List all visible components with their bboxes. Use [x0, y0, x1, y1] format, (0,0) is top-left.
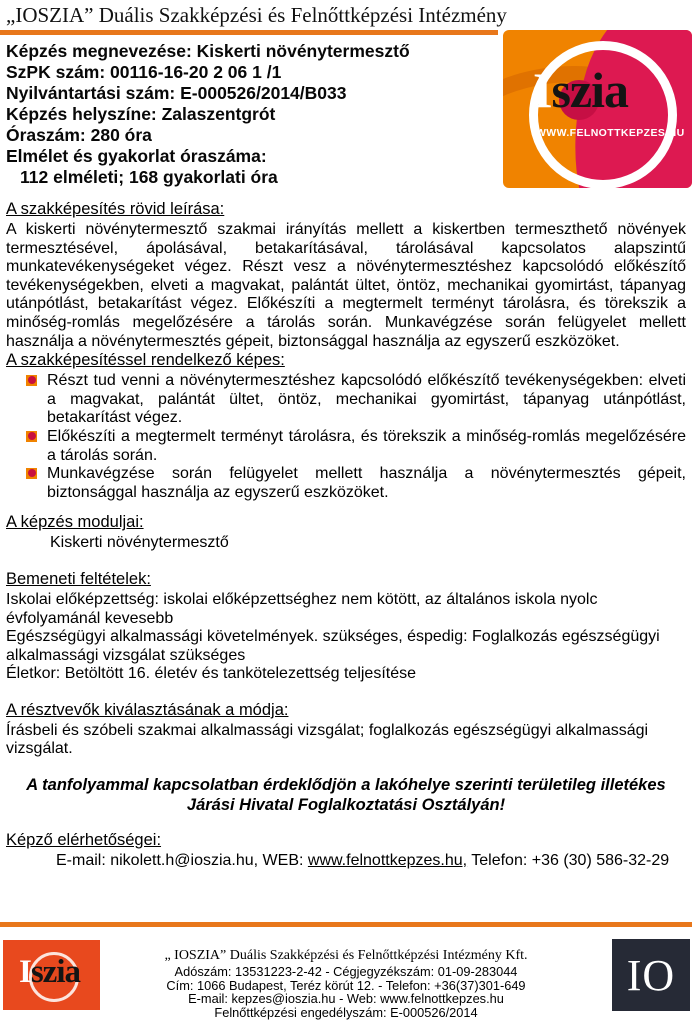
list-item: [26, 465, 686, 502]
section-heading-contact: Képző elérhetőségei:: [6, 831, 162, 850]
section-heading-short-description: A szakképesítés rövid leírása:: [6, 200, 225, 218]
org-title: „IOSZIA” Duális Szakképzési és Felnőttképzési Intézmény: [6, 3, 507, 27]
entry-requirement-age: Életkor: Betöltött 16. életév és tankötelezettség teljesítése: [6, 665, 417, 683]
course-details: [6, 41, 498, 188]
list-item: [26, 372, 686, 428]
section-heading-entry-requirements: Bemeneti feltételek:: [6, 569, 151, 588]
logo-letter-i: I: [533, 62, 552, 118]
logo-wordmark: [533, 60, 628, 120]
contact-email-text: E-mail: nikolett.h@ioszia.hu, WEB:: [56, 852, 308, 870]
logo-bullet-icon: [26, 375, 37, 386]
registration-number-line: Nyilvántartási szám: E-000526/2014/B033: [6, 83, 347, 103]
web-link[interactable]: www.felnottkepzes.hu,: [307, 852, 468, 870]
logo-letters-szia: szia: [551, 62, 629, 118]
location-line: Képzés helyszíne: Zalaszentgrót: [6, 104, 276, 124]
contact-line: [6, 852, 686, 871]
job-office-notice: A tanfolyammal kapcsolatban érdeklődjön a lakóhelye szerinti területileg illetékes Járási Hivatal Foglalkoztatási Osztályán!: [26, 776, 666, 814]
competence-list: [6, 372, 686, 502]
footer-tax-line: Adószám: 13531223-2-42 - Cégjegyzékszám: 01-09-283044: [174, 964, 518, 979]
theory-practice-label-line: Elmélet és gyakorlat óraszáma:: [6, 146, 267, 166]
short-description-paragraph: A kiskerti növénytermesztő szakmai irányítás mellett a kiskertben termeszthető növények termesztésével, ápolásával, betakarításával, tárolásával kapcsolatos alapszintű munkatevékenységeket végez. Részt vesz a növénytermesztéshez kapcsolódó előkészítő tevékenységekben, elveti a magvakat, palántát ültet, öntöz, mechanikai gyomirtást, tápanyag utánpótlást, betakarítást végez. Előkészíti a megtermelt terményt tárolásra, és törekszik a minőség-romlás megelőzésére a tárolás során. Munkavégzése során felügyelet mellett használja a növénytermesztés gépeit, biztonsággal használja az egyszerű eszközöket.: [6, 221, 686, 350]
list-item-text: Részt tud venni a növénytermesztéshez kapcsolódó előkészítő tevékenységekben: elveti a magvakat, palántát ültet, öntöz, mechanikai gyomirtást, tápanyag utánpótlást, betakarítást végez.: [47, 372, 686, 427]
list-item: [26, 428, 686, 465]
selection-method-text: Írásbeli és szóbeli szakmai alkalmassági vizsgálat; foglalkozás egészségügyi alkalmassági vizsgálat.: [6, 721, 649, 758]
footer-company-name: „ IOSZIA” Duális Szakképzési és Felnőttképzési Intézmény Kft.: [164, 948, 528, 963]
footer-logo-letters-szia: szia: [30, 954, 81, 990]
contact-phone-text: Telefon: +36 (30) 586-32-29: [467, 852, 670, 870]
footer-io-logo: IO: [612, 939, 690, 1011]
section-heading-selection-method: A résztvevők kiválasztásának a módja:: [6, 700, 289, 719]
logo-bullet-icon: [26, 431, 37, 442]
footer-address-line: Cím: 1066 Budapest, Teréz körút 12. - Telefon: +36(37)301-649: [166, 977, 526, 993]
module-name: Kiskerti növénytermesztő: [50, 534, 229, 552]
header-rule: [0, 30, 498, 35]
logo-url-text: WWW.FELNOTTKEPZES.HU: [536, 127, 685, 139]
section-heading-modules: A képzés moduljai:: [6, 513, 144, 532]
main-content: [6, 200, 686, 871]
szpk-number-line: SzPK szám: 00116-16-20 2 06 1 /1: [6, 62, 282, 82]
footer-ioszia-logo: [3, 940, 100, 1010]
course-name-line: Képzés megnevezése: Kiskerti növénytermesztő: [6, 41, 410, 61]
section-heading-competences: A szakképesítéssel rendelkező képes:: [6, 351, 285, 370]
ioszia-logo: [503, 30, 692, 188]
list-item-text: Előkészíti a megtermelt terményt tárolásra, és törekszik a minőség-romlás megelőzésére a tárolás során.: [47, 427, 686, 464]
entry-requirement-education: Iskolai előképzettség: iskolai előképzettséghez nem kötött, az általános iskola nyolc évfolyamánál kevesebb: [6, 590, 598, 627]
entry-requirement-health: Egészségügyi alkalmassági követelmények. szükséges, éspedig: Foglalkozás egészségügyi alkalmassági vizsgálat szükséges: [6, 628, 660, 664]
footer-logo-wordmark: [19, 952, 80, 992]
footer-contact-block: [108, 948, 584, 1019]
footer-rule: [0, 922, 692, 927]
footer-license-line: Felnőttképzési engedélyszám: E-000526/2014: [214, 1004, 478, 1020]
list-item-text: Munkavégzése során felügyelet mellett használja a növénytermesztés gépeit, biztonsággal használja az egyszerű eszközöket.: [47, 465, 686, 501]
footer-email-line: E-mail: kepzes@ioszia.hu - Web: www.felnottkepzes.hu: [188, 991, 504, 1007]
theory-practice-hours-line: 112 elméleti; 168 gyakorlati óra: [20, 167, 278, 187]
hours-line: Óraszám: 280 óra: [6, 125, 152, 145]
footer-logo-letter-i: I: [19, 954, 31, 990]
logo-bullet-icon: [26, 468, 37, 479]
